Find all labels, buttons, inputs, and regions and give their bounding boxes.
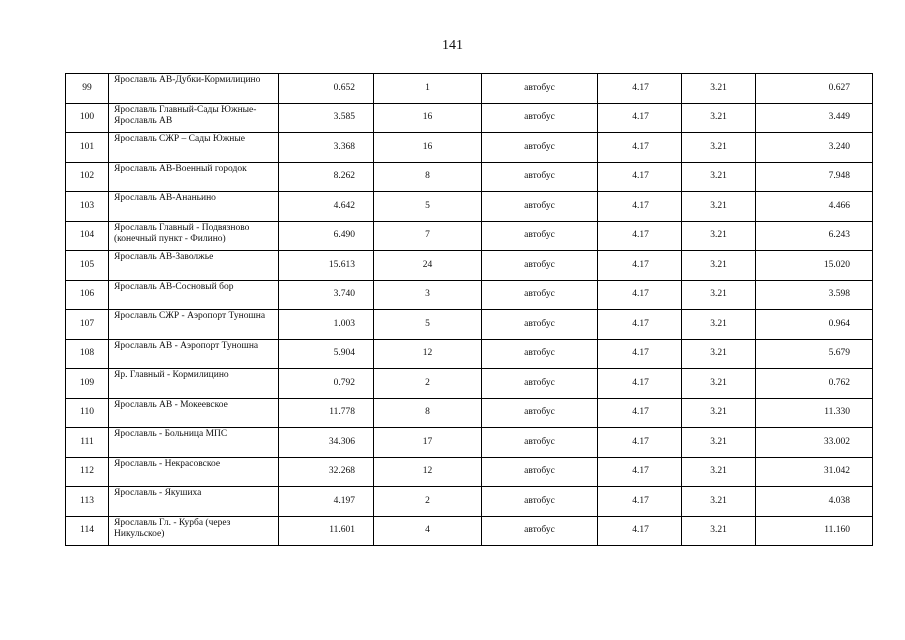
value-1-cell: 4.17	[598, 457, 682, 487]
table-row	[66, 310, 873, 340]
route-name-cell: Ярославль - Больница МПС	[109, 428, 279, 458]
route-length-cell: 0.652	[279, 74, 374, 104]
trips-count-cell: 16	[374, 133, 482, 163]
table-row	[66, 251, 873, 281]
table-row	[66, 74, 873, 104]
value-3-cell: 11.160	[756, 516, 873, 546]
route-name-cell: Ярославль АВ-Сосновый бор	[109, 280, 279, 310]
value-1-cell: 4.17	[598, 398, 682, 428]
value-1-cell: 4.17	[598, 192, 682, 222]
value-3-cell: 15.020	[756, 251, 873, 281]
value-2-cell: 3.21	[682, 192, 756, 222]
trips-count-cell: 2	[374, 487, 482, 517]
trips-count-cell: 8	[374, 162, 482, 192]
value-1-cell: 4.17	[598, 487, 682, 517]
value-2-cell: 3.21	[682, 251, 756, 281]
trips-count-cell: 5	[374, 192, 482, 222]
route-name-cell: Ярославль АВ-Ананьино	[109, 192, 279, 222]
transport-type-cell: автобус	[482, 162, 598, 192]
table-row	[66, 280, 873, 310]
route-name-cell: Ярославль Главный - Подвязново (конечный пункт - Филино)	[109, 221, 279, 251]
value-2-cell: 3.21	[682, 133, 756, 163]
route-name-cell: Ярославль СЖР - Аэропорт Туношна	[109, 310, 279, 340]
value-3-cell: 5.679	[756, 339, 873, 369]
route-name-cell: Ярославль Главный-Сады Южные-Ярославль АВ	[109, 103, 279, 133]
route-length-cell: 3.368	[279, 133, 374, 163]
transport-type-cell: автобус	[482, 192, 598, 222]
route-number-cell: 103	[66, 192, 109, 222]
route-name-cell: Яр. Главный - Кормилицино	[109, 369, 279, 399]
value-1-cell: 4.17	[598, 103, 682, 133]
value-1-cell: 4.17	[598, 369, 682, 399]
value-2-cell: 3.21	[682, 162, 756, 192]
value-2-cell: 3.21	[682, 103, 756, 133]
table-row	[66, 162, 873, 192]
value-1-cell: 4.17	[598, 221, 682, 251]
route-length-cell: 3.740	[279, 280, 374, 310]
route-number-cell: 111	[66, 428, 109, 458]
value-3-cell: 3.240	[756, 133, 873, 163]
transport-type-cell: автобус	[482, 251, 598, 281]
table-row	[66, 103, 873, 133]
route-number-cell: 109	[66, 369, 109, 399]
transport-type-cell: автобус	[482, 310, 598, 340]
transport-type-cell: автобус	[482, 221, 598, 251]
table-row	[66, 369, 873, 399]
trips-count-cell: 3	[374, 280, 482, 310]
route-length-cell: 4.642	[279, 192, 374, 222]
value-3-cell: 7.948	[756, 162, 873, 192]
value-3-cell: 3.598	[756, 280, 873, 310]
value-1-cell: 4.17	[598, 339, 682, 369]
route-length-cell: 11.601	[279, 516, 374, 546]
route-number-cell: 99	[66, 74, 109, 104]
route-length-cell: 32.268	[279, 457, 374, 487]
route-number-cell: 114	[66, 516, 109, 546]
route-length-cell: 6.490	[279, 221, 374, 251]
transport-type-cell: автобус	[482, 133, 598, 163]
trips-count-cell: 12	[374, 457, 482, 487]
transport-type-cell: автобус	[482, 428, 598, 458]
trips-count-cell: 8	[374, 398, 482, 428]
route-length-cell: 34.306	[279, 428, 374, 458]
route-name-cell: Ярославль СЖР – Сады Южные	[109, 133, 279, 163]
transport-type-cell: автобус	[482, 516, 598, 546]
route-length-cell: 4.197	[279, 487, 374, 517]
route-number-cell: 102	[66, 162, 109, 192]
table-row	[66, 428, 873, 458]
value-2-cell: 3.21	[682, 398, 756, 428]
table-row	[66, 457, 873, 487]
value-2-cell: 3.21	[682, 516, 756, 546]
trips-count-cell: 24	[374, 251, 482, 281]
value-2-cell: 3.21	[682, 487, 756, 517]
trips-count-cell: 12	[374, 339, 482, 369]
value-1-cell: 4.17	[598, 310, 682, 340]
trips-count-cell: 1	[374, 74, 482, 104]
value-1-cell: 4.17	[598, 162, 682, 192]
value-2-cell: 3.21	[682, 369, 756, 399]
trips-count-cell: 2	[374, 369, 482, 399]
route-number-cell: 101	[66, 133, 109, 163]
value-1-cell: 4.17	[598, 251, 682, 281]
route-number-cell: 106	[66, 280, 109, 310]
value-3-cell: 4.466	[756, 192, 873, 222]
value-3-cell: 0.762	[756, 369, 873, 399]
value-3-cell: 0.627	[756, 74, 873, 104]
route-length-cell: 8.262	[279, 162, 374, 192]
route-number-cell: 100	[66, 103, 109, 133]
route-name-cell: Ярославль - Якушиха	[109, 487, 279, 517]
value-1-cell: 4.17	[598, 428, 682, 458]
transport-type-cell: автобус	[482, 280, 598, 310]
value-3-cell: 4.038	[756, 487, 873, 517]
value-1-cell: 4.17	[598, 516, 682, 546]
value-3-cell: 6.243	[756, 221, 873, 251]
transport-type-cell: автобус	[482, 103, 598, 133]
route-name-cell: Ярославль АВ-Дубки-Кормилицино	[109, 74, 279, 104]
value-3-cell: 11.330	[756, 398, 873, 428]
transport-type-cell: автобус	[482, 398, 598, 428]
value-2-cell: 3.21	[682, 310, 756, 340]
route-number-cell: 107	[66, 310, 109, 340]
routes-table	[65, 73, 873, 546]
value-3-cell: 3.449	[756, 103, 873, 133]
route-length-cell: 5.904	[279, 339, 374, 369]
route-name-cell: Ярославль Гл. - Курба (через Никульское)	[109, 516, 279, 546]
transport-type-cell: автобус	[482, 487, 598, 517]
transport-type-cell: автобус	[482, 369, 598, 399]
routes-table-body	[66, 74, 873, 546]
transport-type-cell: автобус	[482, 74, 598, 104]
trips-count-cell: 17	[374, 428, 482, 458]
value-1-cell: 4.17	[598, 74, 682, 104]
route-name-cell: Ярославль - Некрасовское	[109, 457, 279, 487]
trips-count-cell: 7	[374, 221, 482, 251]
value-2-cell: 3.21	[682, 280, 756, 310]
table-row	[66, 133, 873, 163]
route-name-cell: Ярославль АВ-Заволжье	[109, 251, 279, 281]
page-number: 141	[442, 38, 463, 53]
route-name-cell: Ярославль АВ-Военный городок	[109, 162, 279, 192]
value-3-cell: 0.964	[756, 310, 873, 340]
route-length-cell: 0.792	[279, 369, 374, 399]
table-row	[66, 192, 873, 222]
route-length-cell: 3.585	[279, 103, 374, 133]
value-1-cell: 4.17	[598, 133, 682, 163]
value-2-cell: 3.21	[682, 221, 756, 251]
value-2-cell: 3.21	[682, 339, 756, 369]
route-number-cell: 105	[66, 251, 109, 281]
value-2-cell: 3.21	[682, 428, 756, 458]
value-1-cell: 4.17	[598, 280, 682, 310]
value-2-cell: 3.21	[682, 457, 756, 487]
table-row	[66, 221, 873, 251]
route-number-cell: 112	[66, 457, 109, 487]
route-name-cell: Ярославль АВ - Аэропорт Туношна	[109, 339, 279, 369]
value-3-cell: 31.042	[756, 457, 873, 487]
route-length-cell: 1.003	[279, 310, 374, 340]
value-3-cell: 33.002	[756, 428, 873, 458]
table-row	[66, 516, 873, 546]
route-number-cell: 108	[66, 339, 109, 369]
trips-count-cell: 16	[374, 103, 482, 133]
route-number-cell: 113	[66, 487, 109, 517]
trips-count-cell: 4	[374, 516, 482, 546]
route-number-cell: 110	[66, 398, 109, 428]
route-name-cell: Ярославль АВ - Мокеевское	[109, 398, 279, 428]
table-row	[66, 398, 873, 428]
value-2-cell: 3.21	[682, 74, 756, 104]
table-row	[66, 339, 873, 369]
trips-count-cell: 5	[374, 310, 482, 340]
table-row	[66, 487, 873, 517]
transport-type-cell: автобус	[482, 339, 598, 369]
route-length-cell: 15.613	[279, 251, 374, 281]
route-number-cell: 104	[66, 221, 109, 251]
route-length-cell: 11.778	[279, 398, 374, 428]
transport-type-cell: автобус	[482, 457, 598, 487]
